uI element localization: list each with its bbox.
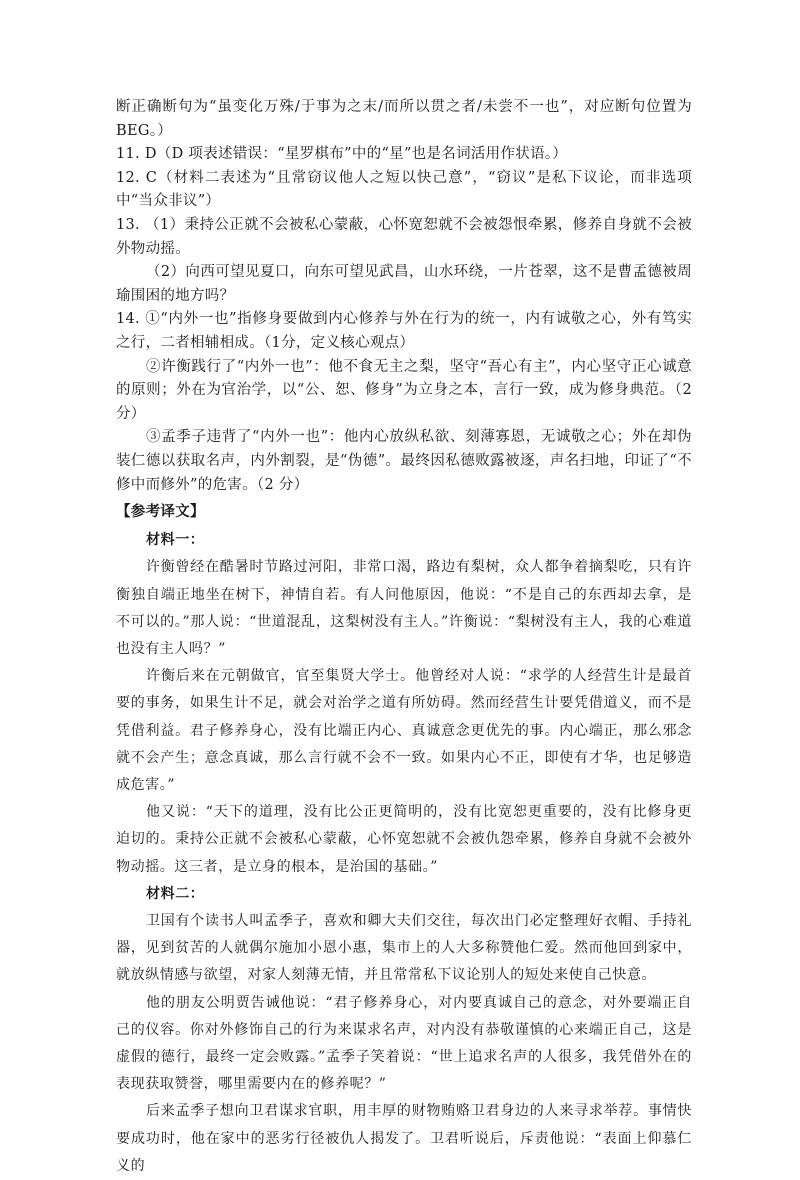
answer-11: 11. D（D 项表述错误：“星罗棋布”中的“星”也是名词活用作状语。） xyxy=(116,146,568,163)
answer-14-part1: 14. ①“内外一也”指修身要做到内心修养与外在行为的统一，内有诚敬之心，外有笃实之行，二者相辅相成。（1分，定义核心观点） xyxy=(116,311,692,351)
answer-10-tail: 断正确断句为“虽变化万殊/于事为之末/而所以贯之者/未尝不一也”，对应断句位置为 BEG。） xyxy=(116,99,692,139)
material-1-paragraph: 他又说：“天下的道理，没有比公正更简明的，没有比宽恕更重要的，没有比修身更迫切的。秉持公正就不会被私心蒙蔽，心怀宽恕就不会被仇怨牵累，修养自身就不会被外物动摇。这三者，是立身的根本，是治国的基础。” xyxy=(116,804,692,875)
material-2-paragraph: 他的朋友公明贾告诫他说：“君子修养身心，对内要真诚自己的意念，对外要端正自己的仪容。你对外修饰自己的行为来谋求名声，对内没有恭敬谨慎的心来端正自己，这是虚假的德行，最终一定会败露。”孟季子笑着说：“世上追求名声的人很多，我凭借外在的表现获取赞誉，哪里需要内在的修养呢？” xyxy=(116,994,692,1093)
answer-13-part1: 13. （1）秉持公正就不会被私心蒙蔽，心怀宽恕就不会被怨恨牵累，修养自身就不会被外物动摇。 xyxy=(116,216,692,257)
answer-14-part2: ②许衡践行了“内外一也”：他不食无主之梨，坚守“吾心有主”，内心坚守正心诚意的原则；外在为官治学，以“公、恕、修身”为立身之本，言行一致，成为修身典范。（2分） xyxy=(116,358,692,422)
material-1-paragraph: 许衡曾经在酷暑时节路过河阳，非常口渴，路边有梨树，众人都争着摘梨吃，只有许衡独自端正地坐在树下，神情自若。有人问他原因，他说：“不是自己的东西却去拿，是不可以的。”那人说：“世道混乱，这梨树没有主人。”许衡说：“梨树没有主人，我的心难道也没有主人吗？” xyxy=(116,559,692,657)
answer-13-part2: （2）向西可望见夏口，向东可望见武昌，山水环绕，一片苍翠，这不是曹孟德被周瑜围困的地方吗？ xyxy=(116,264,692,304)
material-2-paragraph: 后来孟季子想向卫君谋求官职，用丰厚的财物贿赂卫君身边的人来寻求举荐。事情快要成功时，他在家中的恶劣行径被仇人揭发了。卫君听说后，斥责他说：“表面上仰慕仁义的 xyxy=(116,1103,692,1174)
material-1-label: 材料一： xyxy=(146,532,205,549)
translation-heading: 【参考译文】 xyxy=(116,503,205,521)
document-page xyxy=(116,96,692,1180)
material-2-paragraph: 卫国有个读书人叫孟季子，喜欢和卿大夫们交往，每次出门必定整理好衣帽、手持礼器，见到贫苦的人就偶尔施加小恩小惠，集市上的人大多称赞他仁爱。然而他回到家中，就放纵情感与欲望，对家人刻薄无情，并且常常私下议论别人的短处来使自己快意。 xyxy=(116,912,692,984)
answer-14-part3: ③孟季子违背了“内外一也”：他内心放纵私欲、刻薄寡恩，无诚敬之心；外在却伪装仁德以获取名声，内外割裂，是“伪德”。最终因私德败露被逐，声名扫地，印证了“不修中而修外”的危害。（2 分） xyxy=(116,429,692,493)
translation-body xyxy=(116,527,692,1180)
answer-12: 12. C（材料二表述为“且常窃议他人之短以快己意”，“窃议”是私下议论，而非选项中“当众非议”） xyxy=(116,169,692,210)
material-1-paragraph: 许衡后来在元朝做官，官至集贤大学士。他曾经对人说：“求学的人经营生计是最首要的事务，如果生计不足，就会对治学之道有所妨碍。然而经营生计要凭借道义，而不是凭借利益。君子修养身心，没有比端正内心、真诚意念更优先的事。内心端正，那么邪念就不会产生；意念真诚，那么言行就不会不一致。如果内心不正，即使有才华，也足够造成危害。” xyxy=(116,668,692,793)
material-2-label: 材料二： xyxy=(146,885,205,902)
